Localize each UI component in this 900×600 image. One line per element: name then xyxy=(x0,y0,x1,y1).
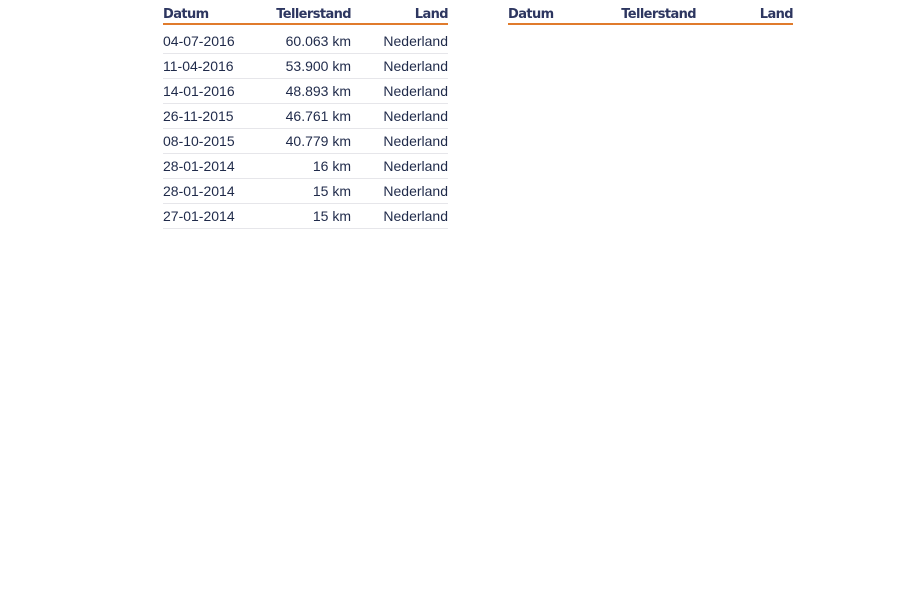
column-header-tellerstand: Tellerstand xyxy=(276,7,351,22)
cell-odometer: 60.063 km xyxy=(285,33,351,49)
table-row xyxy=(163,54,448,79)
cell-date: 04-07-2016 xyxy=(163,33,235,49)
cell-date: 28-01-2014 xyxy=(163,158,235,174)
cell-odometer: 40.779 km xyxy=(285,133,351,149)
cell-country: Nederland xyxy=(383,58,448,74)
cell-date: 14-01-2016 xyxy=(163,83,235,99)
cell-odometer: 53.900 km xyxy=(285,58,351,74)
cell-odometer: 46.761 km xyxy=(285,108,351,124)
table-row xyxy=(163,104,448,129)
table-header xyxy=(508,6,793,25)
mileage-table-right xyxy=(508,6,793,25)
mileage-table-left xyxy=(163,6,448,229)
cell-country: Nederland xyxy=(383,158,448,174)
table-body xyxy=(163,29,448,229)
table-row xyxy=(163,129,448,154)
column-header-land: Land xyxy=(414,7,448,22)
column-header-datum: Datum xyxy=(508,7,554,22)
cell-date: 08-10-2015 xyxy=(163,133,235,149)
cell-odometer: 48.893 km xyxy=(285,83,351,99)
cell-odometer: 15 km xyxy=(312,183,351,199)
column-header-land: Land xyxy=(759,7,793,22)
cell-country: Nederland xyxy=(383,133,448,149)
column-header-datum: Datum xyxy=(163,7,209,22)
cell-date: 26-11-2015 xyxy=(163,108,234,124)
table-header xyxy=(163,6,448,25)
cell-date: 28-01-2014 xyxy=(163,183,235,199)
column-header-tellerstand: Tellerstand xyxy=(621,7,696,22)
cell-country: Nederland xyxy=(383,183,448,199)
cell-country: Nederland xyxy=(383,108,448,124)
cell-date: 11-04-2016 xyxy=(163,58,234,74)
table-row xyxy=(163,154,448,179)
cell-country: Nederland xyxy=(383,83,448,99)
cell-odometer: 15 km xyxy=(312,208,351,224)
cell-date: 27-01-2014 xyxy=(163,208,235,224)
table-row xyxy=(163,179,448,204)
cell-odometer: 16 km xyxy=(312,158,351,174)
cell-country: Nederland xyxy=(383,208,448,224)
table-row xyxy=(163,79,448,104)
cell-country: Nederland xyxy=(383,33,448,49)
table-row xyxy=(163,204,448,229)
table-row xyxy=(163,29,448,54)
